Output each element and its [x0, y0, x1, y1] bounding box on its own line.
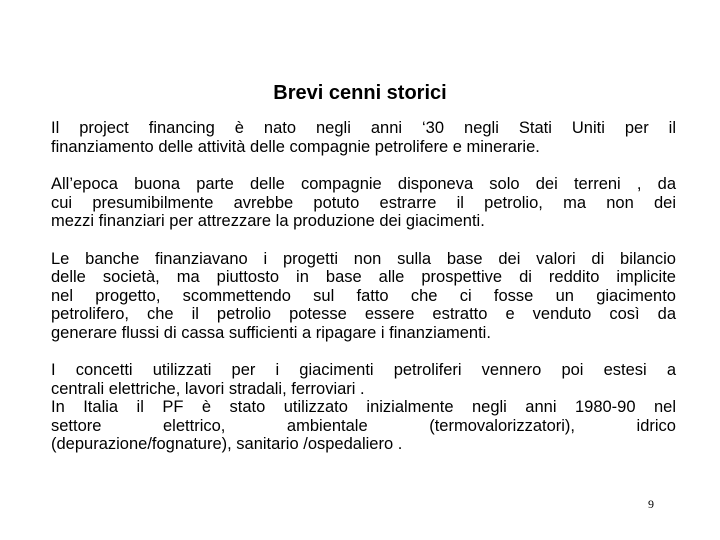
text-line: Le banche finanziavano i progetti non sulla base dei valori di bilancio	[51, 249, 676, 268]
paragraph-origins	[51, 119, 676, 156]
text-line: generare flussi di cassa sufficienti a ripagare i finanziamenti.	[51, 323, 491, 342]
paragraph-companies	[51, 175, 676, 231]
paragraph-concepts	[51, 361, 676, 398]
text-line: Il project financing è nato negli anni ‘30 negli Stati Uniti per il	[51, 119, 676, 137]
text-line: delle società, ma piuttosto in base alle prospettive di reddito implicite	[51, 268, 676, 286]
page-number: 9	[648, 497, 654, 511]
text-line: settore elettrico, ambientale (termovalorizzatori), idrico	[51, 416, 676, 435]
text-line: (depurazione/fognature), sanitario /ospedaliero .	[51, 435, 403, 453]
text-line: centrali elettriche, lavori stradali, ferroviari .	[51, 379, 365, 398]
paragraph-italy	[51, 398, 676, 454]
text-line: In Italia il PF è stato utilizzato inizialmente negli anni 1980-90 nel	[51, 398, 676, 416]
text-line: cui presumibilmente avrebbe potuto estrarre il petrolio, ma non dei	[51, 193, 676, 212]
text-line: All’epoca buona parte delle compagnie disponeva solo dei terreni , da	[51, 175, 676, 193]
text-line: nel progetto, scommettendo sul fatto che ci fosse un giacimento	[51, 286, 676, 305]
text-line: mezzi finanziari per attrezzare la produzione dei giacimenti.	[51, 212, 485, 230]
text-line: petrolifero, che il petrolio potesse essere estratto e venduto così da	[51, 305, 676, 323]
slide-title: Brevi cenni storici	[273, 82, 447, 104]
paragraph-banks	[51, 250, 676, 343]
text-line: finanziamento delle attività delle compagnie petrolifere e minerarie.	[51, 137, 540, 156]
text-line: I concetti utilizzati per i giacimenti petroliferi vennero poi estesi a	[51, 361, 676, 379]
slide-body	[51, 119, 676, 454]
